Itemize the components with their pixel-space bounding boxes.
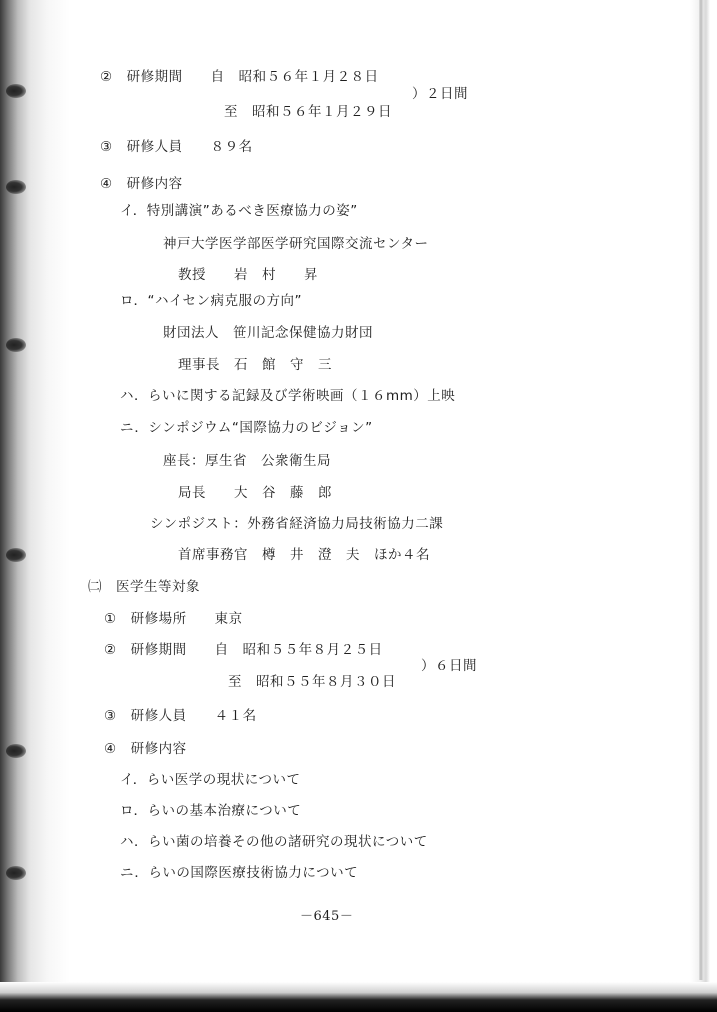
- binding-hole: [6, 866, 26, 880]
- line-period2-start: ② 研修期間 自 昭和５５年８月２５日: [104, 642, 383, 658]
- line-participants: ③ 研修人員 ８９名: [100, 139, 253, 155]
- binding-hole: [6, 180, 26, 194]
- line-topic-3: ハ．らい菌の培養その他の諸研究の現状について: [120, 834, 428, 850]
- line-foundation: 財団法人 笹川記念保健協力財団: [163, 325, 373, 341]
- page-number: －645－: [300, 909, 354, 924]
- binding-hole: [6, 744, 26, 758]
- line-chair: 座長：厚生省 公衆衛生局: [163, 453, 331, 469]
- line-film: ハ．らいに関する記録及び学術映画（１６mm）上映: [120, 388, 456, 404]
- line-location: ① 研修場所 東京: [104, 611, 243, 627]
- line-chair-name: 局長 大 谷 藤 郎: [178, 485, 332, 501]
- line-lecture: イ．特別講演”あるべき医療協力の姿”: [120, 203, 358, 219]
- line-topic-4: ニ．らいの国際医療技術協力について: [120, 865, 359, 881]
- line-content-heading: ④ 研修内容: [100, 176, 183, 192]
- scan-bottom-edge: [0, 982, 717, 1012]
- line-period-end: 至 昭和５６年１月２９日: [224, 104, 392, 120]
- line-symposist-name: 首席事務官 樽 井 澄 夫 ほか４名: [178, 547, 430, 563]
- line-foundation-chair: 理事長 石 館 守 三: [178, 357, 332, 373]
- line-period-start: ② 研修期間 自 昭和５６年１月２８日: [100, 69, 379, 85]
- line-content-heading-2: ④ 研修内容: [104, 741, 187, 757]
- line-topic-1: イ．らい医学の現状について: [120, 772, 301, 788]
- line-topic-2: ロ．らいの基本治療について: [120, 803, 302, 819]
- line-period2-end: 至 昭和５５年８月３０日: [228, 674, 396, 690]
- line-lecturer-affiliation: 神戸大学医学部医学研究国際交流センター: [163, 236, 429, 252]
- line-period2-duration: ）６日間: [421, 658, 477, 674]
- binding-hole: [6, 548, 26, 562]
- line-section-heading: ㈡ 医学生等対象: [88, 579, 200, 595]
- binding-hole: [6, 84, 26, 98]
- line-symposium: ニ．シンポジウム“国際協力のビジョン”: [120, 420, 373, 436]
- page-edge-shadow: [699, 0, 703, 980]
- line-lecture-2: ロ．“ハイセン病克服の方向”: [120, 293, 303, 309]
- line-participants-2: ③ 研修人員 ４１名: [104, 708, 257, 724]
- line-lecturer-name: 教授 岩 村 昇: [178, 267, 318, 283]
- binding-hole: [6, 338, 26, 352]
- line-symposist: シンポジスト：外務省経済協力局技術協力二課: [150, 516, 444, 532]
- line-period-duration: ）２日間: [412, 86, 468, 102]
